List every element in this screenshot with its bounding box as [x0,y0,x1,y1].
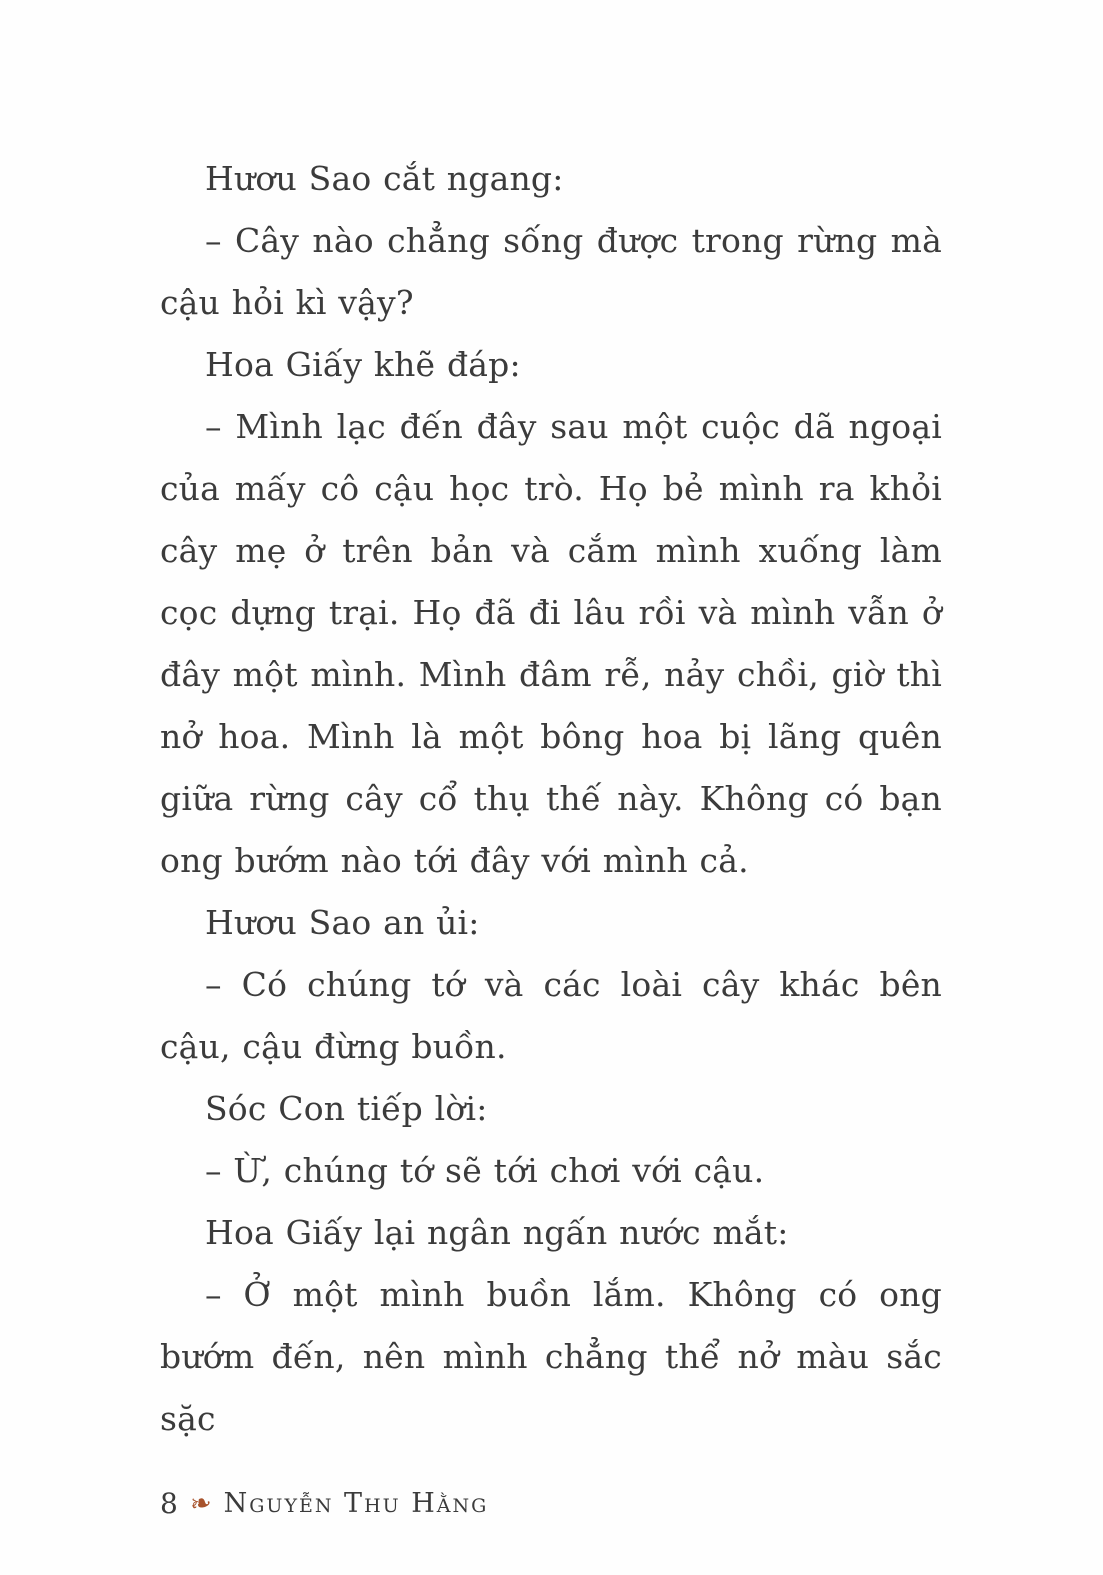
paragraph: Hoa Giấy lại ngân ngấn nước mắt: [205,1213,789,1252]
author-name: Nguyễn Thu Hằng [223,1488,489,1519]
paragraph: Hoa Giấy khẽ đáp: [205,345,521,384]
paragraph: – Có chúng tớ và các loài cây khác bên cậu, cậu đừng buồn. [160,965,942,1066]
paragraph: – Mình lạc đến đây sau một cuộc dã ngoại của mấy cô cậu học trò. Họ bẻ mình ra khỏi cây mẹ ở trên bản và cắm mình xuống làm cọc dựng trại. Họ đã đi lâu rồi và mình vẫn ở đây một mình. Mình đâm rễ, nảy chồi, giờ thì nở hoa. Mình là một bông hoa bị lãng quên giữa rừng cây cổ thụ thế này. Không có bạn ong bướm nào tới đây với mình cả. [160,407,942,880]
page-footer [160,1487,488,1520]
paragraph: Sóc Con tiếp lời: [205,1089,488,1128]
leaf-ornament-icon: ❧ [187,1487,214,1520]
page-number: 8 [160,1487,178,1520]
paragraph: – Ừ, chúng tớ sẽ tới chơi với cậu. [205,1151,765,1190]
story-text [160,148,942,1450]
paragraph: Hươu Sao an ủi: [205,903,480,942]
paragraph: Hươu Sao cắt ngang: [205,159,564,198]
paragraph: – Ở một mình buồn lắm. Không có ong bướm đến, nên mình chẳng thể nở màu sắc sặc [160,1275,942,1438]
paragraph: – Cây nào chẳng sống được trong rừng mà cậu hỏi kì vậy? [160,221,942,322]
